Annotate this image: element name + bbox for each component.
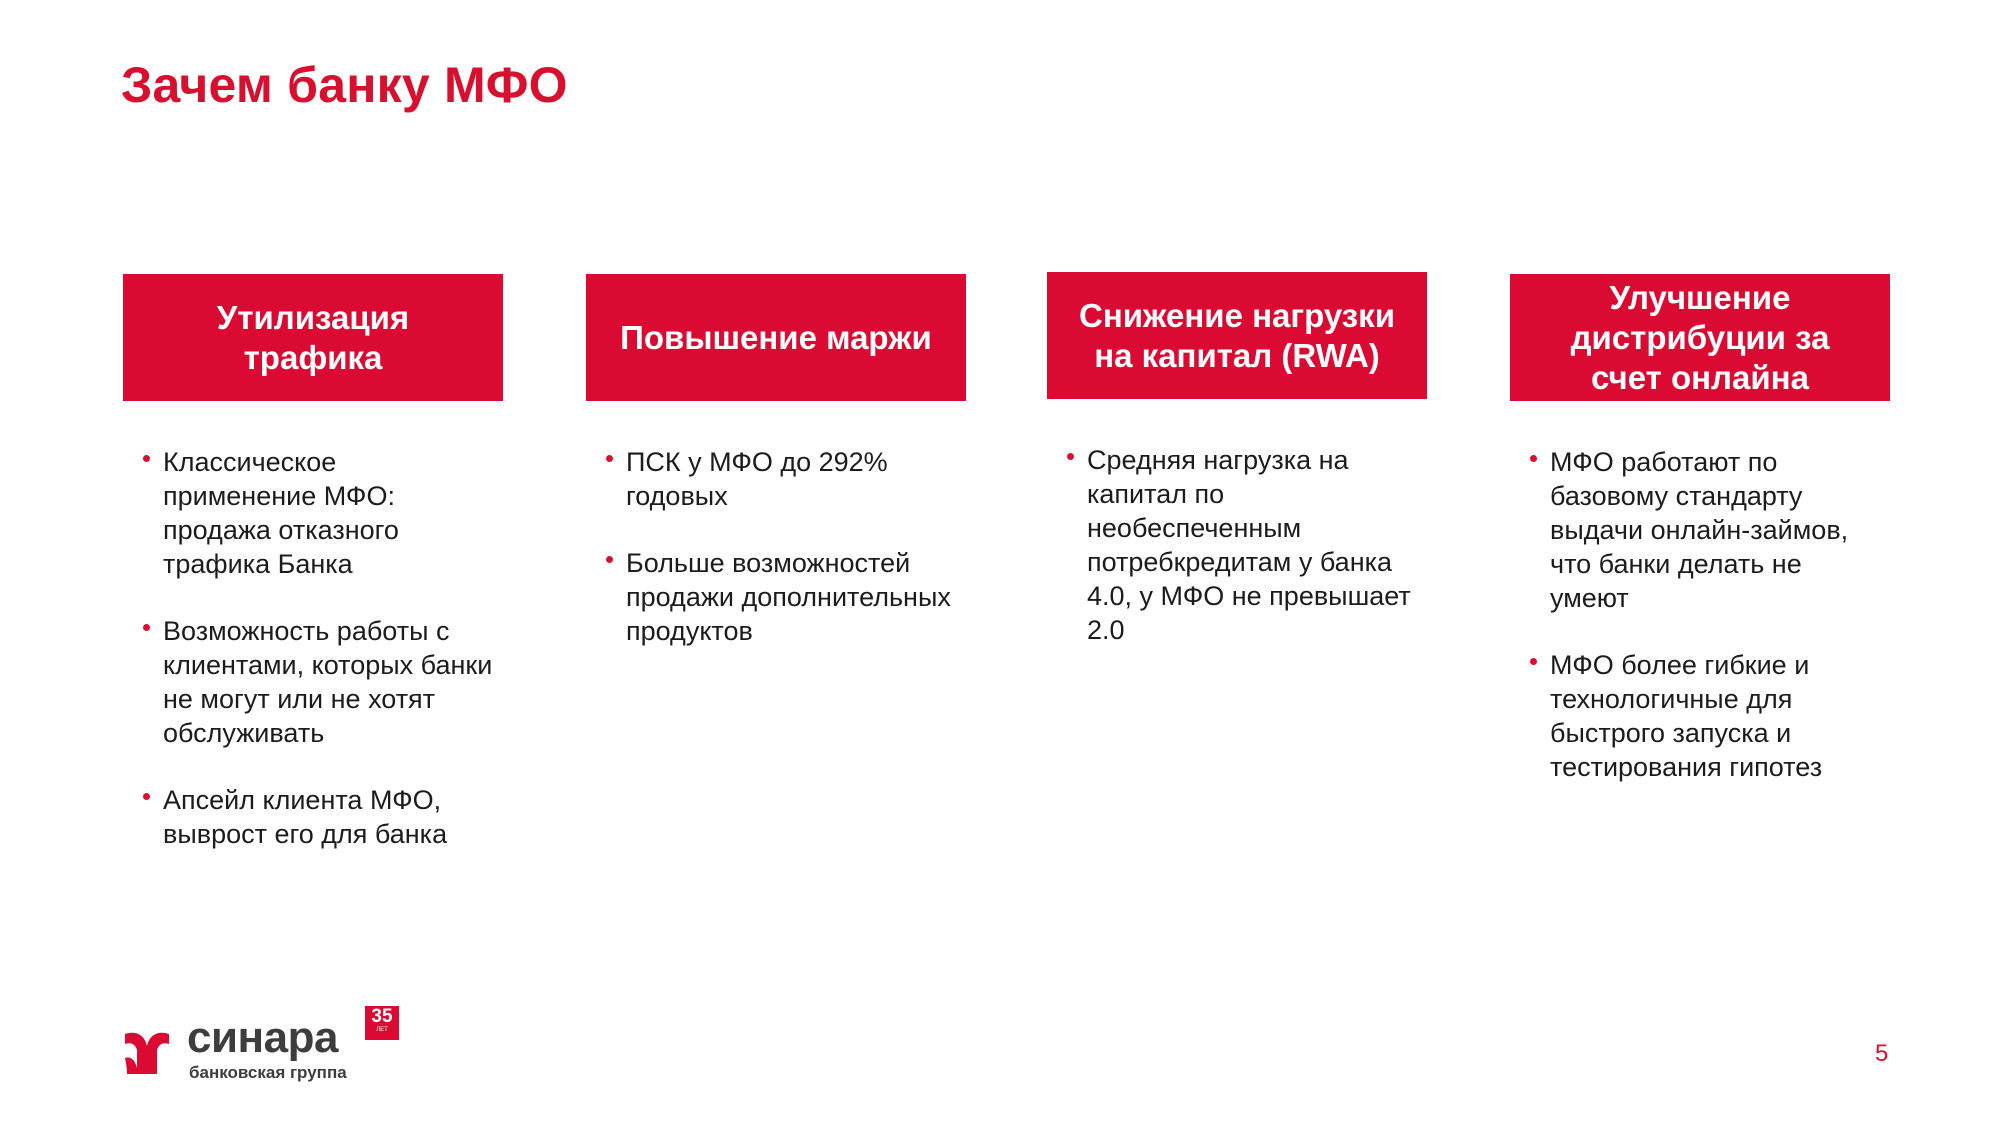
logo-name: синара (187, 1013, 338, 1062)
bullet-item: Апсейл клиента МФО, выврост его для банка (163, 783, 493, 851)
bullet-list (586, 445, 966, 648)
column-header: Улучшение дистрибуции за счет онлайна (1510, 274, 1890, 401)
bullet-list (123, 445, 503, 851)
bullet-item: МФО работают по базовому стандарту выдачи онлайн-займов, что банки делать не умеют (1550, 445, 1880, 615)
bullet-item: МФО более гибкие и технологичные для быстрого запуска и тестирования гипотез (1550, 648, 1880, 784)
bullet-item: Больше возможностей продажи дополнительных продуктов (626, 546, 956, 648)
bullet-item: ПСК у МФО до 292% годовых (626, 445, 956, 513)
slide-title: Зачем банку МФО (121, 57, 568, 113)
sinara-logo-mark-icon (123, 1028, 171, 1076)
bullet-list (1047, 443, 1427, 647)
column-margin (586, 274, 966, 681)
bullet-item: Возможность работы с клиентами, которых банки не могут или не хотят обслуживать (163, 616, 493, 748)
column-capital (1047, 272, 1427, 680)
column-header: Снижение нагрузки на капитал (RWA) (1047, 272, 1427, 399)
column-header: Повышение маржи (586, 274, 966, 401)
logo-subtitle: банковская группа (189, 1063, 347, 1082)
sinara-logo (123, 1006, 423, 1086)
column-header: Утилизация трафика (123, 274, 503, 401)
page-number: 5 (1875, 1040, 1889, 1067)
bullet-item: Классическое применение МФО: продажа отказного трафика Банка (163, 445, 493, 581)
badge-number: 35 (371, 1006, 393, 1027)
column-traffic (123, 274, 503, 884)
bullet-list (1510, 445, 1890, 784)
column-distribution (1510, 274, 1890, 817)
badge-text: ЛЕТ (376, 1027, 388, 1033)
bullet-item: Средняя нагрузка на капитал по необеспеченным потребкредитам у банка 4.0, у МФО не превышает 2.0 (1087, 443, 1417, 647)
anniversary-badge (365, 1006, 399, 1040)
